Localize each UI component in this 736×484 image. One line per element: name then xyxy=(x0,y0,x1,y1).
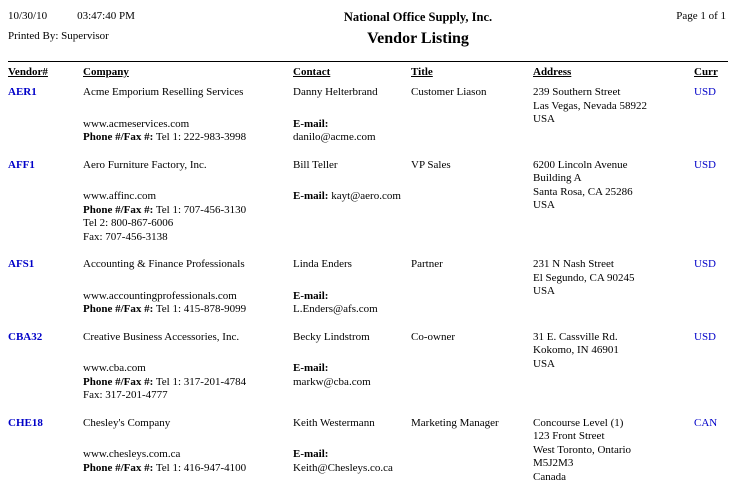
email-value: Keith@Chesleys.co.ca xyxy=(293,462,393,474)
vendor-id: CBA32 xyxy=(8,331,42,343)
page-number: Page 1 of 1 xyxy=(618,10,728,22)
report-title: Vendor Listing xyxy=(218,30,618,48)
vendor-row xyxy=(8,86,728,145)
contact-name: Becky Lindstrom xyxy=(293,331,405,345)
vendor-website: www.acmeservices.com xyxy=(83,118,287,132)
vendor-currency: USD xyxy=(694,258,716,270)
phone-extra-line: Fax: 707-456-3138 xyxy=(83,231,287,245)
email-value: L.Enders@afs.com xyxy=(293,303,378,315)
vendor-email xyxy=(293,118,405,145)
address-line: M5J2M3 xyxy=(533,457,688,471)
phone-value: Tel 1: 415-878-9099 xyxy=(156,303,246,315)
column-headers xyxy=(8,61,728,78)
vendor-currency: USD xyxy=(694,159,716,171)
contact-title: Partner xyxy=(411,258,527,272)
vendor-id: CHE18 xyxy=(8,417,43,429)
vendor-phones xyxy=(83,462,287,476)
address-line: El Segundo, CA 90245 xyxy=(533,272,688,286)
column-header-address: Address xyxy=(533,66,694,78)
phone-extra-line: Fax: 317-201-4777 xyxy=(83,389,287,403)
vendor-website: www.cba.com xyxy=(83,362,287,376)
phone-label: Phone #/Fax #: xyxy=(83,462,153,474)
vendor-id: AFF1 xyxy=(8,159,35,171)
contact-title: VP Sales xyxy=(411,159,527,173)
vendor-email xyxy=(293,448,405,475)
vendor-company: Chesley's Company xyxy=(83,417,287,431)
vendor-row xyxy=(8,417,728,484)
vendor-phones xyxy=(83,376,287,403)
phone-label: Phone #/Fax #: xyxy=(83,303,153,315)
vendor-id: AFS1 xyxy=(8,258,34,270)
email-label: E-mail: xyxy=(293,190,328,202)
address-line: Building A xyxy=(533,172,688,186)
vendor-phones xyxy=(83,204,287,245)
vendor-address xyxy=(533,331,694,403)
vendor-currency: USD xyxy=(694,86,716,98)
column-header-contact: Contact xyxy=(293,66,411,78)
email-label: E-mail: xyxy=(293,448,328,460)
phone-value: Tel 1: 317-201-4784 xyxy=(156,376,246,388)
vendor-currency: CAN xyxy=(694,417,717,429)
company-name: National Office Supply, Inc. xyxy=(218,10,618,25)
contact-title: Co-owner xyxy=(411,331,527,345)
vendor-currency: USD xyxy=(694,331,716,343)
phone-value: Tel 1: 416-947-4100 xyxy=(156,462,246,474)
vendor-email xyxy=(293,362,405,389)
contact-title: Marketing Manager xyxy=(411,417,527,431)
phone-extra-line: Tel 2: 800-867-6006 xyxy=(83,217,287,231)
address-line: Las Vegas, Nevada 58922 xyxy=(533,100,688,114)
vendor-row xyxy=(8,258,728,317)
address-line: USA xyxy=(533,285,688,299)
address-line: 123 Front Street xyxy=(533,430,688,444)
address-line: 239 Southern Street xyxy=(533,86,688,100)
contact-name: Danny Helterbrand xyxy=(293,86,405,100)
vendor-row xyxy=(8,331,728,403)
address-line: West Toronto, Ontario xyxy=(533,444,688,458)
vendor-id: AER1 xyxy=(8,86,37,98)
column-header-company: Company xyxy=(83,66,293,78)
email-label: E-mail: xyxy=(293,290,328,302)
vendor-address xyxy=(533,159,694,245)
phone-value: Tel 1: 707-456-3130 xyxy=(156,204,246,216)
column-header-vendor: Vendor# xyxy=(8,66,83,78)
address-line: Santa Rosa, CA 25286 xyxy=(533,186,688,200)
email-value: markw@cba.com xyxy=(293,376,371,388)
address-line: USA xyxy=(533,113,688,127)
vendor-phones xyxy=(83,131,287,145)
address-line: 6200 Lincoln Avenue xyxy=(533,159,688,173)
vendor-website: www.accountingprofessionals.com xyxy=(83,290,287,304)
printed-by: Printed By: Supervisor xyxy=(8,30,218,42)
report-header xyxy=(8,10,728,48)
address-line: USA xyxy=(533,358,688,372)
vendor-company: Acme Emporium Reselling Services xyxy=(83,86,287,100)
contact-title: Customer Liason xyxy=(411,86,527,100)
contact-name: Bill Teller xyxy=(293,159,405,173)
vendor-phones xyxy=(83,303,287,317)
vendor-company: Creative Business Accessories, Inc. xyxy=(83,331,287,345)
vendor-address xyxy=(533,258,694,317)
email-label: E-mail: xyxy=(293,362,328,374)
phone-label: Phone #/Fax #: xyxy=(83,376,153,388)
vendor-rows xyxy=(8,86,728,484)
phone-value: Tel 1: 222-983-3998 xyxy=(156,131,246,143)
contact-name: Linda Enders xyxy=(293,258,405,272)
contact-name: Keith Westermann xyxy=(293,417,405,431)
header-left xyxy=(8,10,218,42)
vendor-company: Accounting & Finance Professionals xyxy=(83,258,287,272)
phone-label: Phone #/Fax #: xyxy=(83,131,153,143)
header-center xyxy=(218,10,618,48)
vendor-email xyxy=(293,190,405,204)
vendor-website: www.affinc.com xyxy=(83,190,287,204)
email-value: danilo@acme.com xyxy=(293,131,376,143)
column-header-curr: Curr xyxy=(694,66,728,78)
vendor-email xyxy=(293,290,405,317)
address-line: Canada xyxy=(533,471,688,484)
vendor-address xyxy=(533,86,694,145)
email-value: kayt@aero.com xyxy=(331,190,401,202)
report-date: 10/30/10 xyxy=(8,10,47,22)
column-header-title: Title xyxy=(411,66,533,78)
address-line: 31 E. Cassville Rd. xyxy=(533,331,688,345)
vendor-row xyxy=(8,159,728,245)
report-time: 03:47:40 PM xyxy=(77,10,135,22)
address-line: USA xyxy=(533,199,688,213)
address-line: Kokomo, IN 46901 xyxy=(533,344,688,358)
vendor-company: Aero Furniture Factory, Inc. xyxy=(83,159,287,173)
email-label: E-mail: xyxy=(293,118,328,130)
vendor-website: www.chesleys.com.ca xyxy=(83,448,287,462)
address-line: Concourse Level (1) xyxy=(533,417,688,431)
phone-label: Phone #/Fax #: xyxy=(83,204,153,216)
vendor-address xyxy=(533,417,694,484)
address-line: 231 N Nash Street xyxy=(533,258,688,272)
